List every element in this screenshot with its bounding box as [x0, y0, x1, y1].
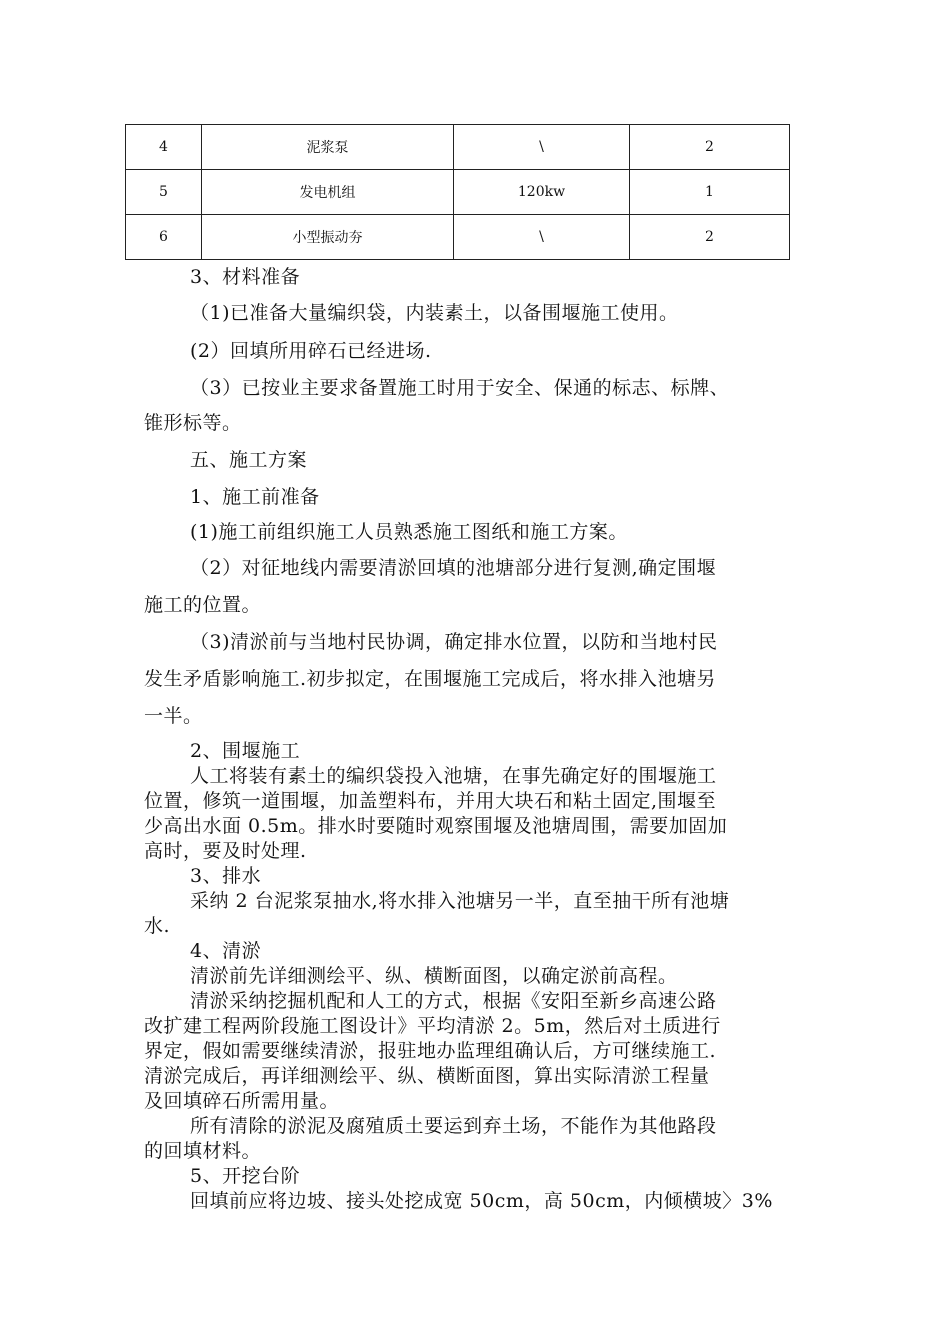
- equipment-table: [125, 124, 790, 260]
- equipment-name: 发电机组: [202, 170, 454, 215]
- section-heading: 3、排水: [190, 865, 262, 887]
- paragraph-line: 的回填材料。: [144, 1140, 262, 1162]
- paragraph-line: (2）回填所用碎石已经进场.: [190, 340, 432, 362]
- paragraph-line: 所有清除的淤泥及腐殖质土要运到弃土场，不能作为其他路段: [190, 1115, 717, 1137]
- section-heading: 1、施工前准备: [190, 486, 320, 508]
- paragraph-line: (1)施工前组织施工人员熟悉施工图纸和施工方案。: [190, 521, 628, 543]
- paragraph-line: 改扩建工程两阶段施工图设计》平均清淤 2。5m，然后对土质进行: [144, 1015, 721, 1037]
- paragraph-line: （3）已按业主要求备置施工时用于安全、保通的标志、标牌、: [190, 377, 730, 399]
- equipment-name: 小型振动夯: [202, 215, 454, 260]
- equipment-spec: 120kw: [454, 170, 630, 215]
- paragraph-line: 少高出水面 0.5m。排水时要随时观察围堰及池塘周围，需要加固加: [144, 815, 728, 837]
- paragraph-line: 界定，假如需要继续清淤，报驻地办监理组确认后，方可继续施工.: [144, 1040, 717, 1062]
- paragraph-line: 清淤完成后，再详细测绘平、纵、横断面图，算出实际清淤工程量: [144, 1065, 710, 1087]
- paragraph-line: 发生矛盾影响施工.初步拟定，在围堰施工完成后，将水排入池塘另: [144, 668, 717, 690]
- paragraph-line: 锥形标等。: [144, 412, 242, 434]
- paragraph-line: 及回填碎石所需用量。: [144, 1090, 340, 1112]
- equipment-quantity: 2: [630, 125, 790, 170]
- equipment-spec: \: [454, 125, 630, 170]
- row-number: 4: [126, 125, 202, 170]
- paragraph-line: 水.: [144, 915, 171, 937]
- section-heading: 3、材料准备: [190, 266, 301, 288]
- paragraph-line: 施工的位置。: [144, 594, 262, 616]
- paragraph-line: 采纳 2 台泥浆泵抽水,将水排入池塘另一半，直至抽干所有池塘: [190, 890, 730, 912]
- table-row: [126, 170, 790, 215]
- section-heading: 2、围堰施工: [190, 740, 301, 762]
- equipment-quantity: 2: [630, 215, 790, 260]
- table-row: [126, 215, 790, 260]
- paragraph-line: （1)已准备大量编织袋，内装素土，以备围堰施工使用。: [190, 302, 679, 324]
- section-heading: 五、施工方案: [190, 449, 308, 471]
- paragraph-line: 位置，修筑一道围堰，加盖塑料布，并用大块石和粘土固定,围堰至: [144, 790, 717, 812]
- equipment-quantity: 1: [630, 170, 790, 215]
- equipment-spec: \: [454, 215, 630, 260]
- paragraph-line: （3)清淤前与当地村民协调，确定排水位置，以防和当地村民: [190, 631, 718, 653]
- paragraph-line: 一半。: [144, 705, 203, 727]
- row-number: 5: [126, 170, 202, 215]
- table-row: [126, 125, 790, 170]
- equipment-name: 泥浆泵: [202, 125, 454, 170]
- paragraph-line: 人工将装有素土的编织袋投入池塘，在事先确定好的围堰施工: [190, 765, 717, 787]
- paragraph-line: 清淤前先详细测绘平、纵、横断面图，以确定淤前高程。: [190, 965, 678, 987]
- paragraph-line: （2）对征地线内需要清淤回填的池塘部分进行复测,确定围堰: [190, 557, 717, 579]
- paragraph-line: 回填前应将边坡、接头处挖成宽 50cm，高 50cm，内倾横坡〉3%: [190, 1190, 773, 1212]
- section-heading: 5、开挖台阶: [190, 1165, 301, 1187]
- paragraph-line: 清淤采纳挖掘机配和人工的方式，根据《安阳至新乡高速公路: [190, 990, 717, 1012]
- paragraph-line: 高时，要及时处理.: [144, 840, 307, 862]
- section-heading: 4、清淤: [190, 940, 262, 962]
- row-number: 6: [126, 215, 202, 260]
